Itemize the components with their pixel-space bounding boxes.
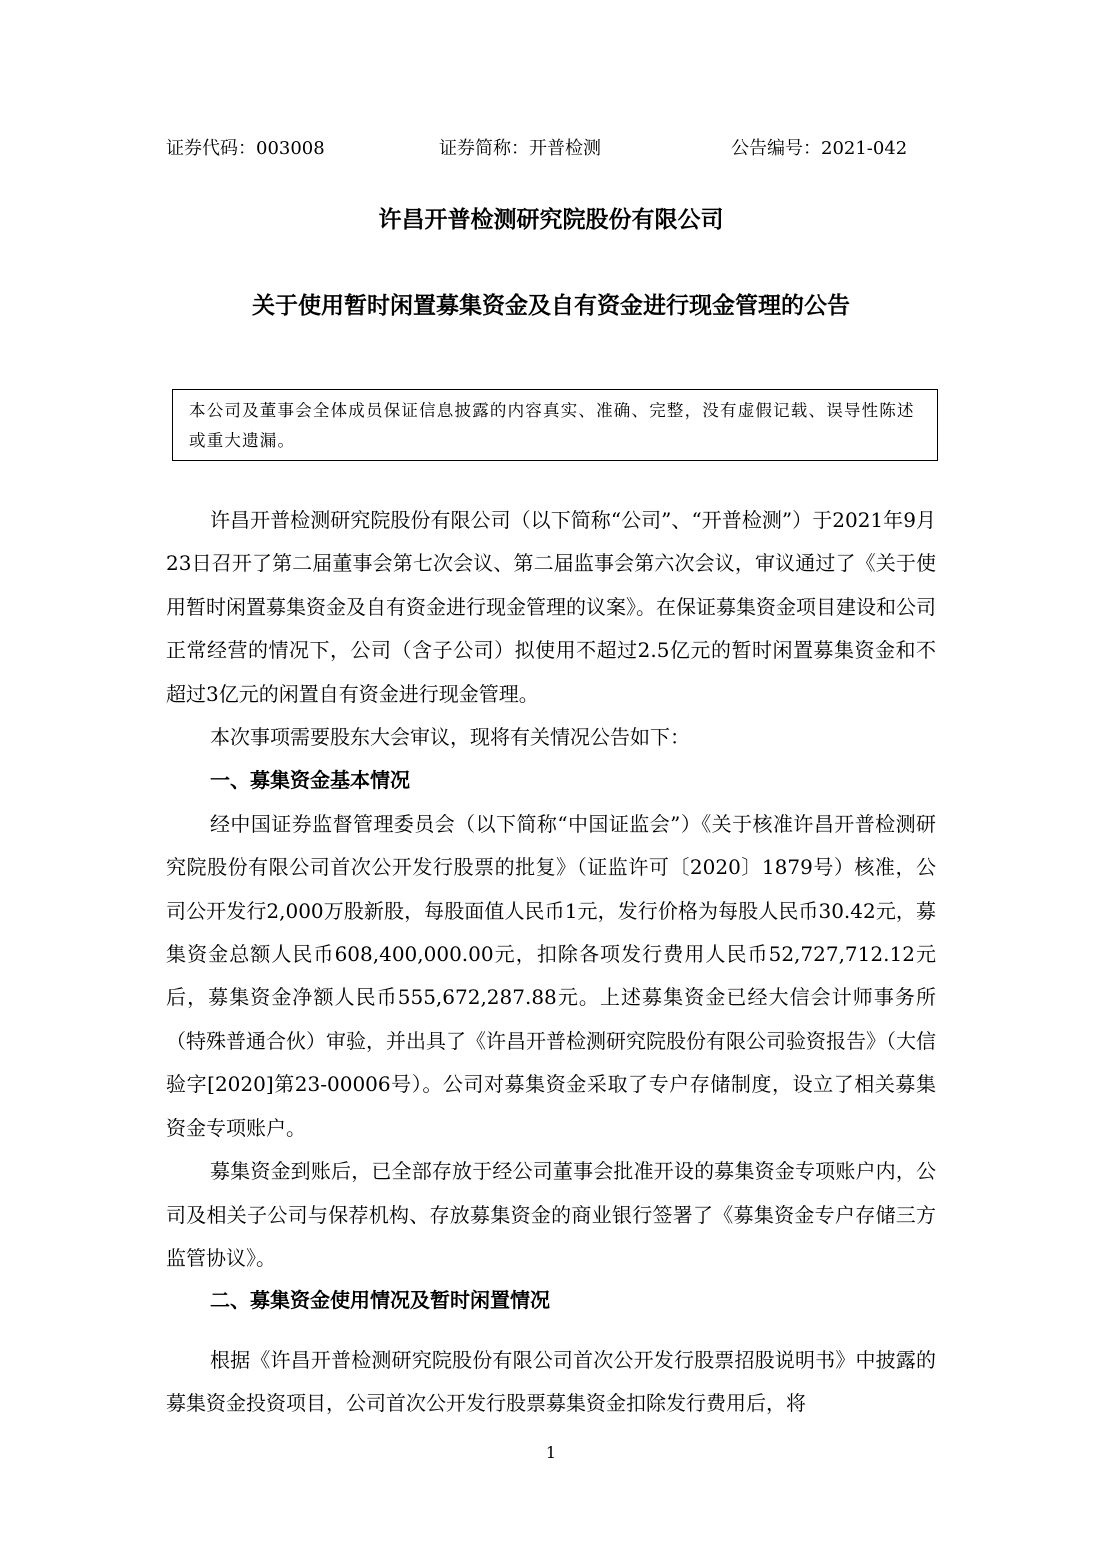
body-section-2 (166, 1339, 936, 1426)
announcement-title: 关于使用暂时闲置募集资金及自有资金进行现金管理的公告 (252, 293, 850, 319)
paragraph-review-note: 本次事项需要股东大会审议，现将有关情况公告如下： (210, 725, 690, 750)
heading-section-2: 二、募集资金使用情况及暂时闲置情况 (210, 1288, 550, 1312)
disclaimer-box: 本公司及董事会全体成员保证信息披露的内容真实、准确、完整，没有虚假记载、误导性陈述或重大遗漏。 (172, 389, 938, 461)
stock-abbreviation: 证券简称：开普检测 (439, 138, 601, 159)
paragraph-prospectus: 根据《许昌开普检测研究院股份有限公司首次公开发行股票招股说明书》中披露的募集资金投资项目，公司首次公开发行股票募集资金扣除发行费用后，将 (166, 1348, 936, 1416)
body-section-2-heading (166, 1279, 936, 1322)
page-number: 1 (545, 1443, 557, 1462)
paragraph-fundraising-basics: 经中国证券监督管理委员会（以下简称“中国证监会”）《关于核准许昌开普检测研究院股份有限公司首次公开发行股票的批复》（证监许可〔2020〕1879号）核准，公司公开发行2,000万股新股，每股面值人民币1元，发行价格为每股人民币30.42元，募集资金总额人民币608,400,000.00元，扣除各项发行费用人民币52,727,712.12元后，募集资金净额人民币555,672,287.88元。上述募集资金已经大信会计师事务所（特殊普通合伙）审验，并出具了《许昌开普检测研究院股份有限公司验资报告》（大信验字[2020]第23-00006号）。公司对募集资金采取了专户存储制度，设立了相关募集资金专项账户。 (166, 811, 936, 1140)
paragraph-intro: 许昌开普检测研究院股份有限公司（以下简称“公司”、“开普检测”）于2021年9月23日召开了第二届董事会第七次会议、第二届监事会第六次会议，审议通过了《关于使用暂时闲置募集资金及自有资金进行现金管理的议案》。在保证募集资金项目建设和公司正常经营的情况下，公司（含子公司）拟使用不超过2.5亿元的暂时闲置募集资金和不超过3亿元的闲置自有资金进行现金管理。 (166, 508, 936, 706)
announcement-number: 公告编号：2021-042 (731, 138, 908, 159)
company-title: 许昌开普检测研究院股份有限公司 (378, 207, 724, 233)
heading-section-1: 一、募集资金基本情况 (210, 768, 410, 793)
paragraph-escrow-agreement: 募集资金到账后，已全部存放于经公司董事会批准开设的募集资金专项账户内，公司及相关子公司与保荐机构、存放募集资金的商业银行签署了《募集资金专户存储三方监管协议》。 (166, 1159, 936, 1270)
body-section-1 (166, 499, 936, 1280)
stock-code: 证券代码：003008 (166, 138, 325, 159)
